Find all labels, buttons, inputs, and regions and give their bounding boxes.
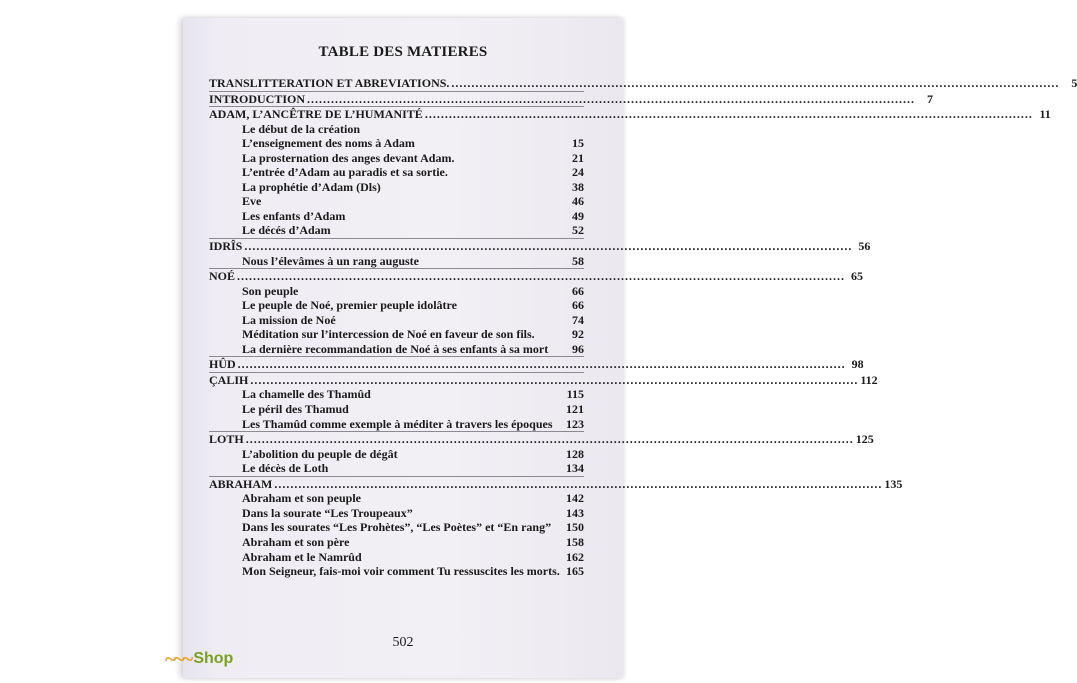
toc-entry-label: Dans les sourates “Les Prohètes”, “Les Poètes” et “En rang” [242, 520, 552, 535]
toc-entry-label: ÇALIH [209, 372, 249, 387]
toc-section-row [209, 254, 584, 269]
toc-section-row [209, 298, 584, 313]
dot-leader [237, 269, 845, 284]
toc-section-row [209, 387, 584, 402]
logo-text: Shop [193, 650, 234, 667]
toc-entry-label: La prophétie d’Adam (Dls) [242, 179, 381, 194]
toc-section-row [209, 151, 584, 166]
toc-entry-page: 15 [572, 136, 584, 151]
toc-section-row [209, 209, 584, 224]
dot-leader [307, 92, 915, 107]
toc-section-row [209, 402, 584, 417]
toc-entry-label: L’abolition du peuple de dégât [242, 446, 398, 461]
toc-section-row [209, 284, 584, 299]
toc-section-row [209, 506, 584, 521]
logo-swirl-icon: ~~~ [165, 646, 191, 671]
toc-entry-page: 11 [1039, 107, 1051, 122]
toc-entry-label: Abraham et le Namrûd [242, 549, 362, 564]
muslimshop-logo [165, 646, 233, 672]
table-of-contents [209, 76, 1077, 579]
toc-entry-page: 7 [927, 91, 934, 106]
toc-entry-label: HÛD [209, 357, 236, 372]
toc-chapter-row [209, 106, 1051, 122]
dot-leader [250, 373, 858, 388]
toc-entry-page: 142 [566, 491, 584, 506]
toc-section-row [209, 342, 584, 357]
toc-entry-label: Le décés d’Adam [242, 223, 331, 238]
toc-entry-page: 158 [566, 534, 584, 549]
toc-section-row [209, 180, 584, 195]
toc-entry-page: 65 [851, 269, 864, 284]
toc-entry-label: NOÉ [209, 269, 236, 284]
toc-entry-label: Son peuple [242, 283, 299, 298]
toc-chapter-row [209, 238, 871, 254]
toc-entry-page: 125 [855, 432, 874, 447]
toc-section-row [209, 223, 584, 238]
toc-entry-label: INTRODUCTION [209, 91, 306, 106]
toc-entry-page: 123 [566, 416, 584, 431]
toc-chapter-row [209, 431, 874, 447]
toc-entry-page: 56 [858, 239, 871, 254]
dot-leader [274, 477, 882, 492]
toc-entry-label: Le début de la création [242, 121, 360, 136]
toc-entry-page: 21 [572, 150, 584, 165]
toc-entry-page: 92 [572, 327, 584, 342]
toc-section-row [209, 520, 584, 535]
toc-entry-page: 52 [572, 223, 584, 238]
toc-entry-label: Méditation sur l’intercession de Noé en faveur de son fils. [242, 327, 535, 342]
toc-section-row [209, 327, 584, 342]
toc-entry-label: Les enfants d’Adam [242, 208, 346, 223]
toc-entry-page: 162 [566, 549, 584, 564]
toc-title: TABLE DES MATIERES [318, 44, 488, 60]
toc-entry-label: Le péril des Thamud [242, 402, 349, 417]
toc-section-row [209, 491, 584, 506]
toc-entry-label: Abraham et son peuple [242, 491, 362, 506]
toc-entry-page: 66 [572, 298, 584, 313]
toc-section-row [209, 122, 584, 137]
toc-entry-page: 134 [566, 461, 584, 476]
toc-entry-label: La prosternation des anges devant Adam. [242, 150, 455, 165]
toc-entry-page: 74 [572, 312, 584, 327]
toc-entry-label: Le peuple de Noé, premier peuple idolâtre [242, 298, 457, 313]
page-number: 502 [392, 635, 414, 650]
toc-chapter-row [209, 356, 864, 372]
toc-entry-page: 115 [566, 387, 584, 402]
toc-entry-label: Le décès de Loth [242, 461, 329, 476]
book-page [183, 18, 1077, 678]
toc-entry-page: 98 [851, 357, 864, 372]
toc-section-row [209, 461, 584, 476]
toc-entry-label: TRANSLITTERATION ET ABREVIATIONS. [209, 76, 450, 90]
toc-entry-page: 46 [572, 194, 584, 209]
toc-entry-label: Dans la sourate “Les Troupeaux” [242, 505, 413, 520]
toc-entry-page: 49 [572, 208, 584, 223]
toc-entry-page: 135 [884, 476, 903, 491]
toc-entry-label: Eve [242, 194, 262, 209]
toc-chapter-row [209, 476, 903, 492]
toc-entry-page: 121 [566, 402, 584, 417]
toc-entry-page: 128 [566, 446, 584, 461]
toc-chapter-row [209, 372, 878, 388]
toc-entry-page: 143 [566, 505, 584, 520]
toc-entry-label: Nous l’élevâmes à un rang auguste [242, 253, 420, 268]
toc-entry-label: IDRÎS [209, 239, 243, 254]
toc-entry-page: 165 [566, 564, 584, 579]
toc-entry-label: Mon Seigneur, fais-moi voir comment Tu ressuscites les morts. [242, 564, 560, 579]
dot-leader [244, 239, 852, 254]
toc-entry-label: La dernière recommandation de Noé à ses enfants à sa mort [242, 341, 549, 356]
toc-entry-page: 5 [1071, 76, 1077, 90]
toc-section-row [209, 165, 584, 180]
toc-entry-label: L’enseignement des noms à Adam [242, 136, 415, 151]
toc-entry-page: 150 [566, 520, 584, 535]
toc-entry-page: 96 [572, 341, 584, 356]
toc-entry-page: 66 [572, 283, 584, 298]
toc-entry-page: 58 [572, 253, 584, 268]
dot-leader [246, 432, 854, 447]
toc-entry-page: 38 [572, 179, 584, 194]
toc-chapter-row [209, 268, 864, 284]
toc-entry-label: L’entrée d’Adam au paradis et sa sortie. [242, 165, 448, 180]
dot-leader [425, 107, 1033, 122]
toc-entry-label: La mission de Noé [242, 312, 336, 327]
dot-leader [451, 76, 1059, 91]
toc-section-row [209, 564, 584, 579]
toc-entry-label: ABRAHAM [209, 476, 273, 491]
dot-leader [238, 357, 846, 372]
toc-section-row [209, 136, 584, 151]
toc-section-row [209, 313, 584, 328]
toc-section-row [209, 550, 584, 565]
toc-section-row [209, 194, 584, 209]
toc-entry-page: 112 [860, 372, 878, 387]
toc-chapter-row [209, 91, 934, 107]
toc-entry-page: 24 [572, 165, 584, 180]
toc-section-row [209, 535, 584, 550]
toc-chapter-row [209, 76, 1077, 91]
toc-entry-label: LOTH [209, 432, 244, 447]
toc-entry-label: ADAM, L’ANCÊTRE DE L’HUMANITÉ [209, 107, 423, 122]
toc-section-row [209, 447, 584, 462]
toc-entry-label: Abraham et son père [242, 534, 350, 549]
toc-section-row [209, 417, 584, 432]
toc-entry-label: La chamelle des Thamûd [242, 387, 371, 402]
toc-entry-label: Les Thamûd comme exemple à méditer à travers les époques [242, 416, 553, 431]
